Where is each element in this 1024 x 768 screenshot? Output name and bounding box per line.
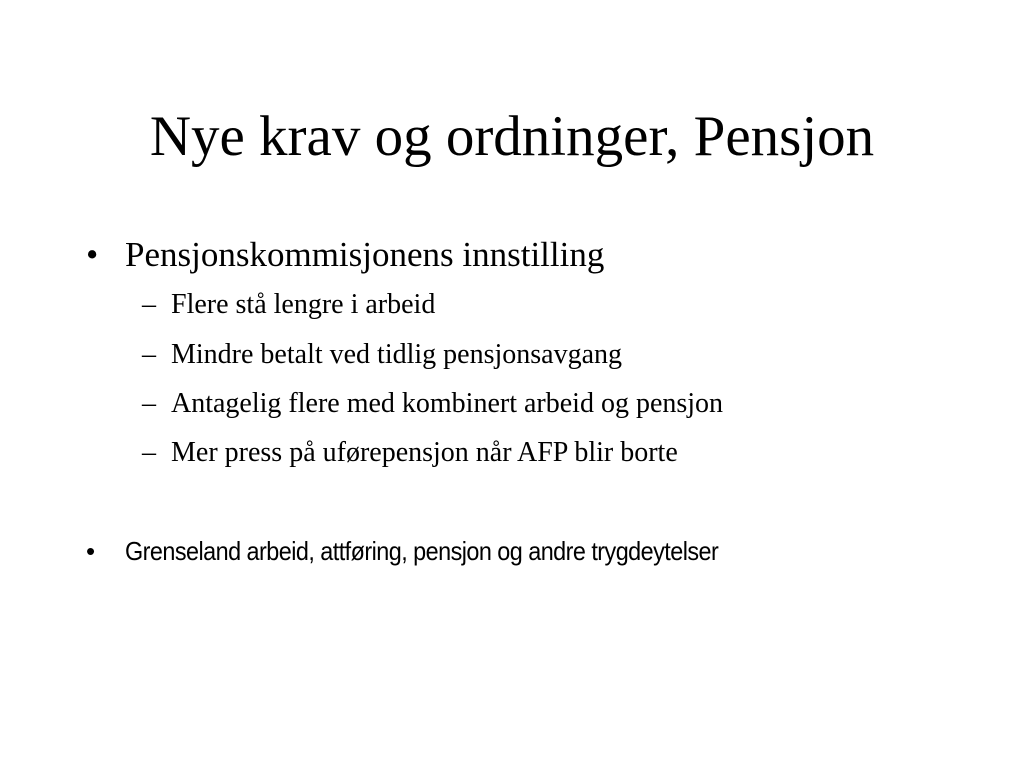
bullet-text: Pensjonskommisjonens innstilling bbox=[125, 235, 605, 274]
bullet-marker: • bbox=[86, 536, 96, 566]
sub-bullet-marker: – bbox=[142, 289, 156, 320]
sub-bullet-text: Mindre betalt ved tidlig pensjonsavgang bbox=[171, 339, 623, 370]
sub-bullet-text: Mer press på uførepensjon når AFP blir borte bbox=[171, 437, 678, 468]
sub-bullet-marker: – bbox=[142, 388, 156, 419]
sub-bullet-text: Antagelig flere med kombinert arbeid og pensjon bbox=[171, 388, 724, 419]
sub-bullet-text: Flere stå lengre i arbeid bbox=[171, 289, 436, 320]
bullet-text: Grenseland arbeid, attføring, pensjon og andre trygdeytelser bbox=[125, 536, 719, 566]
bullet-marker: • bbox=[86, 235, 99, 274]
slide-title: Nye krav og ordninger, Pensjon bbox=[149, 105, 875, 168]
sub-bullet-marker: – bbox=[142, 437, 156, 468]
sub-bullet-marker: – bbox=[142, 339, 156, 370]
